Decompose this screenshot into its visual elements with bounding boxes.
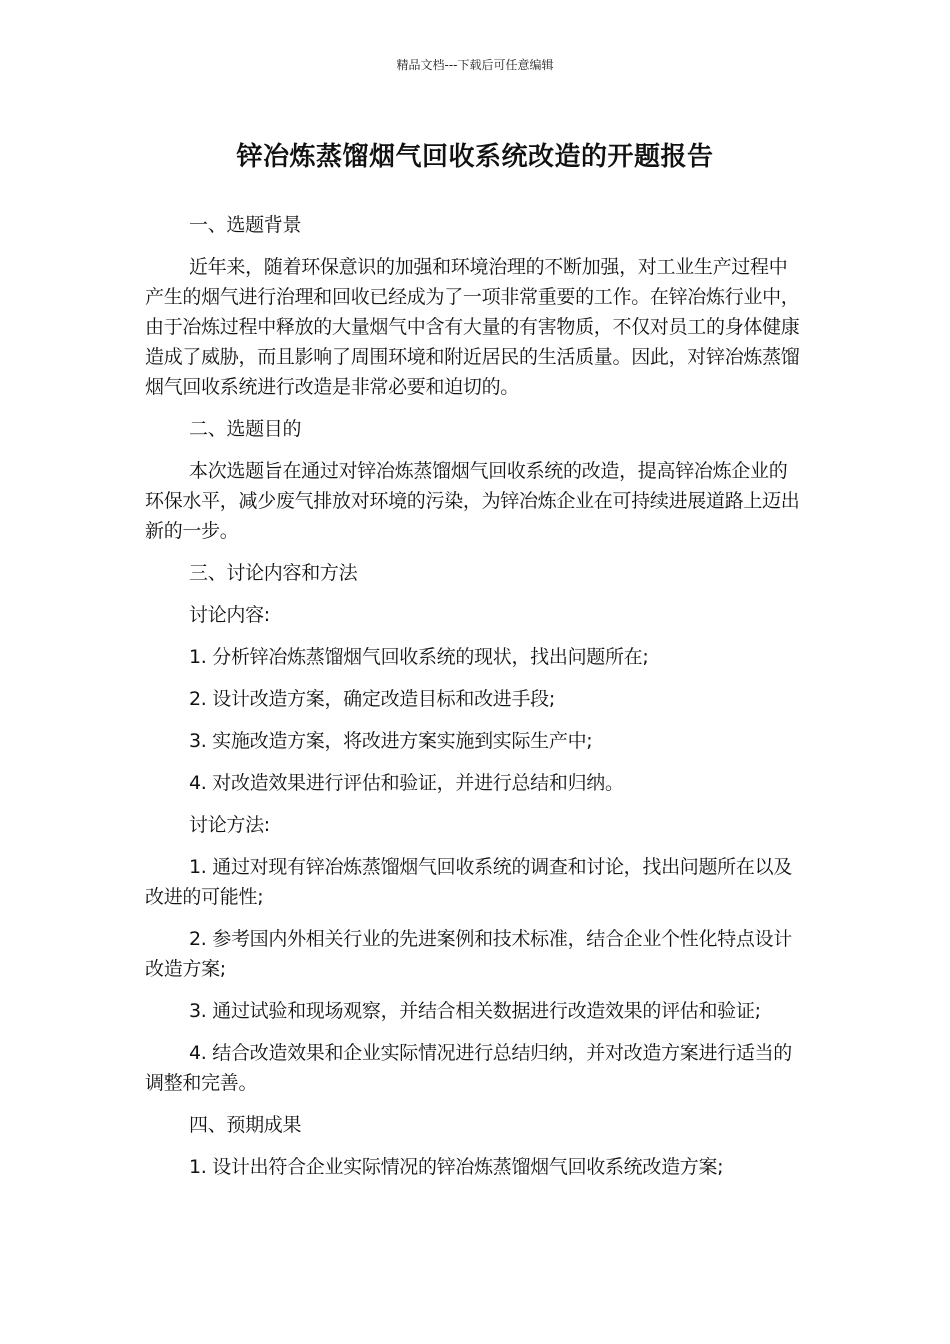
list-item: 4. 对改造效果进行评估和验证，并进行总结和归纳。 (189, 772, 624, 794)
list-item: 1. 通过对现有锌冶炼蒸馏烟气回收系统的调查和讨论，找出问题所在以及改进的可能性; (145, 856, 792, 908)
section-heading-expected-results: 四、预期成果 (189, 1114, 302, 1136)
paragraph-background: 近年来，随着环保意识的加强和环境治理的不断加强，对工业生产过程中产生的烟气进行治理和回收已经成为了一项非常重要的工作。在锌冶炼行业中，由于冶炼过程中释放的大量烟气中含有大量的有害物质，不仅对员工的身体健康造成了威胁，而且影响了周围环境和附近居民的生活质量。因此，对锌冶炼蒸馏烟气回收系统进行改造是非常必要和迫切的。 (145, 256, 800, 398)
document-title: 锌冶炼蒸馏烟气回收系统改造的开题报告 (236, 142, 714, 172)
section-heading-background: 一、选题背景 (189, 214, 302, 236)
document-body (145, 210, 800, 1194)
subheading-content: 讨论内容: (189, 604, 270, 626)
list-item: 1. 分析锌冶炼蒸馏烟气回收系统的现状，找出问题所在; (189, 646, 649, 668)
list-item: 3. 通过试验和现场观察，并结合相关数据进行改造效果的评估和验证; (189, 1000, 761, 1022)
list-item: 2. 设计改造方案，确定改造目标和改进手段; (189, 688, 555, 710)
page-header: 精品文档---下载后可任意编辑 (396, 58, 554, 72)
section-heading-purpose: 二、选题目的 (189, 418, 302, 440)
list-item: 3. 实施改造方案，将改进方案实施到实际生产中; (189, 730, 593, 752)
paragraph-purpose: 本次选题旨在通过对锌冶炼蒸馏烟气回收系统的改造，提高锌冶炼企业的环保水平，减少废气排放对环境的污染，为锌冶炼企业在可持续进展道路上迈出新的一步。 (145, 460, 800, 542)
list-item: 4. 结合改造效果和企业实际情况进行总结归纳，并对改造方案进行适当的调整和完善。 (145, 1042, 792, 1094)
list-item: 2. 参考国内外相关行业的先进案例和技术标准，结合企业个性化特点设计改造方案; (145, 928, 792, 980)
section-heading-content-method: 三、讨论内容和方法 (189, 562, 358, 584)
subheading-method: 讨论方法: (189, 814, 270, 836)
list-item: 1. 设计出符合企业实际情况的锌冶炼蒸馏烟气回收系统改造方案; (189, 1156, 724, 1178)
